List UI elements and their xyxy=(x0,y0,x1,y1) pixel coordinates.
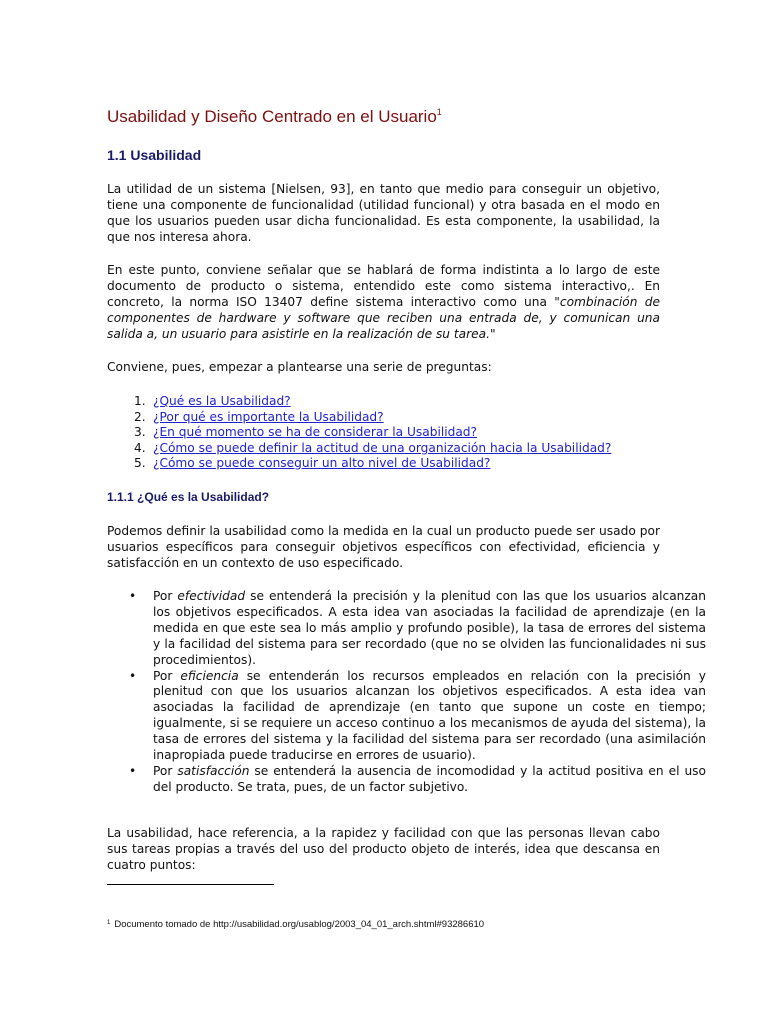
paragraph-preguntas-intro: Conviene, pues, empezar a plantearse una serie de preguntas: xyxy=(107,360,492,374)
bullet-text: se entenderá la precisión y la plenitud con las que los usuarios alcanzan los objetivos especificados. A esta idea van asociadas la facilidad de aprendizaje (en la medida en que este sea lo más amplio y profundo posible), la tasa de errores del sistema y la facilidad del sistema para ser recordado (que no se olviden las funcionalidades ni sus procedimientos). xyxy=(153,589,706,667)
list-number: 1. xyxy=(134,394,146,408)
bullet-icon: • xyxy=(129,763,137,778)
bullet-text: se entenderán los recursos empleados en relación con la precisión y plenitud con que los usuarios alcanzan los objetivos especificados. A esta idea van asociadas la facilidad de aprendizaje (en tanto que supone un coste en tiempo; igualmente, si se requiere un acceso continuo a los mecanismos de ayuda del sistema), la tasa de errores del sistema y la facilidad del sistema para ser recordado (una asimilación inapropiada puede traducirse en errores de usuario). xyxy=(153,668,706,763)
list-item xyxy=(134,425,706,441)
list-item xyxy=(134,456,706,472)
title-text: Usabilidad y Diseño Centrado en el Usuario xyxy=(107,107,437,126)
subsection-heading: 1.1.1 ¿Qué es la Usabilidad? xyxy=(107,490,270,504)
question-link-alto-nivel[interactable]: ¿Cómo se puede conseguir un alto nivel de Usabilidad? xyxy=(153,456,491,470)
bullet-list xyxy=(107,589,706,796)
bullet-text: se entenderá la ausencia de incomodidad y la actitud positiva en el uso del producto. Se trata, pues, de un factor subjetivo. xyxy=(153,763,706,794)
list-item xyxy=(134,394,706,410)
paragraph-sistema-plain: En este punto, conviene señalar que se hablará de forma indistinta a lo largo de este documento de producto o sistema, entendido este como sistema interactivo,. En concreto, la norma ISO 13407 define sistema interactivo como una xyxy=(107,263,660,309)
footnote-divider xyxy=(107,884,274,885)
paragraph-definicion: Podemos definir la usabilidad como la medida en la cual un producto puede ser usado por usuarios específicos para conseguir objetivos específicos con efectividad, eficiencia y satisfacción en un contexto de uso especificado. xyxy=(107,524,660,570)
paragraph-sistema-interactivo xyxy=(107,263,660,343)
bullet-term: satisfacción xyxy=(177,763,250,778)
question-link-en-que-momento[interactable]: ¿En qué momento se ha de considerar la Usabilidad? xyxy=(153,425,478,439)
list-number: 4. xyxy=(134,440,146,455)
list-number: 5. xyxy=(134,456,146,470)
paragraph-utilidad: La utilidad de un sistema [Nielsen, 93], en tanto que medio para conseguir un objetivo, tiene una componente de funcionalidad (utilidad funcional) y otra basada en el modo en que los usuarios pueden usar dicha funcionalidad. Es esta componente, la usabilidad, la que nos interesa ahora. xyxy=(107,182,660,244)
document-title xyxy=(107,107,442,127)
list-item xyxy=(134,409,706,426)
bullet-term: eficiencia xyxy=(180,668,239,683)
footnote-text: Documento tomado de http://usabilidad.org/usablog/2003_04_01_arch.shtml#93286610 xyxy=(114,919,485,930)
list-item xyxy=(134,440,706,457)
bullet-lead: Por xyxy=(153,668,181,683)
footnote xyxy=(107,919,484,930)
bullet-term: efectividad xyxy=(177,589,246,603)
bullet-item-eficiencia xyxy=(129,668,706,764)
bullet-icon: • xyxy=(129,668,137,683)
question-link-por-que[interactable]: ¿Por qué es importante la Usabilidad? xyxy=(153,409,384,424)
section-heading: 1.1 Usabilidad xyxy=(107,147,202,163)
list-number: 3. xyxy=(134,425,146,439)
bullet-icon: • xyxy=(129,589,137,603)
bullet-item-satisfaccion xyxy=(129,763,706,796)
list-number: 2. xyxy=(134,409,146,424)
question-link-que-es[interactable]: ¿Qué es la Usabilidad? xyxy=(153,394,291,408)
paragraph-rapidez: La usabilidad, hace referencia, a la rapidez y facilidad con que las personas llevan cabo sus tareas propias a través del uso del producto objeto de interés, idea que descansa en cuatro puntos: xyxy=(107,826,660,872)
bullet-item-efectividad xyxy=(129,589,706,669)
title-footnote-mark[interactable]: 1 xyxy=(436,107,442,117)
questions-list xyxy=(107,394,706,472)
question-link-actitud[interactable]: ¿Cómo se puede definir la actitud de una organización hacia la Usabilidad? xyxy=(153,440,612,455)
footnote-mark: 1 xyxy=(107,920,111,926)
bullet-lead: Por xyxy=(153,763,178,778)
bullet-lead: Por xyxy=(153,589,178,603)
paragraph-sistema-quote: "combinación de componentes de hardware y software que reciben una entrada de, y comunican una salida a, un usuario para asistirle en la realización de su tarea." xyxy=(107,294,660,341)
